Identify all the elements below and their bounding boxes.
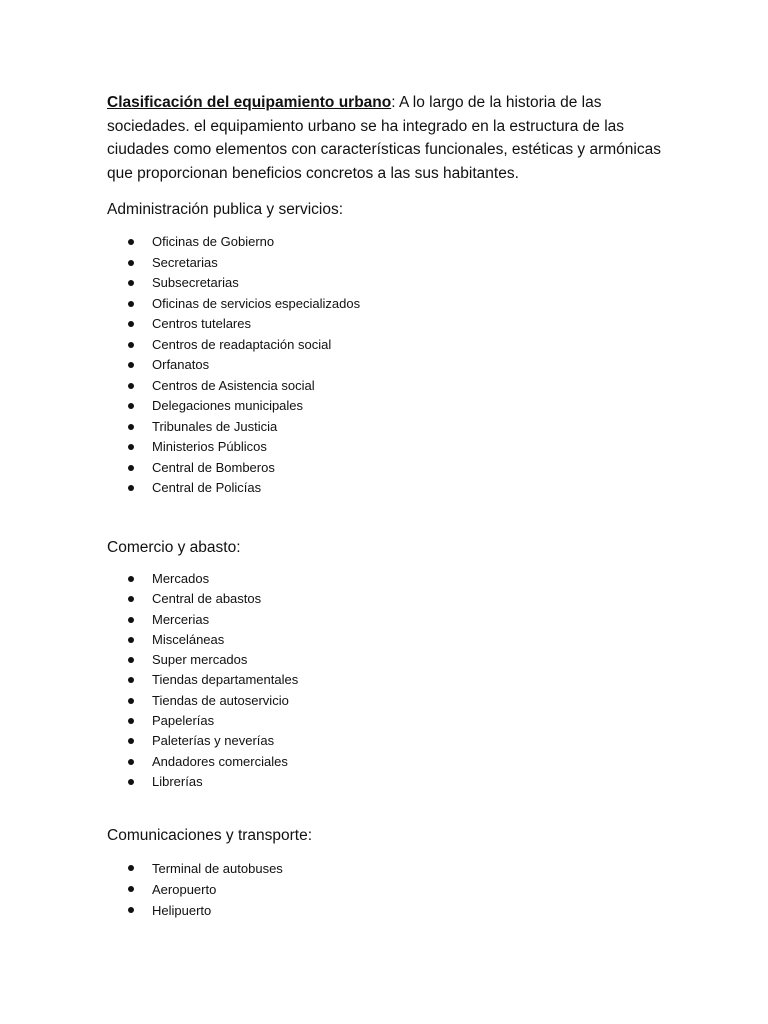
bullet-icon [128,342,134,348]
bullet-icon [128,239,134,245]
list-item-label: Centros de readaptación social [152,336,332,352]
list-item [107,670,298,690]
list-item [107,610,298,630]
intro-text: A lo largo de la historia de las sociedades. el equipamiento urbano se ha integrado en la estructura de las ciudades como elementos con características funcionales, estéticas y armónicas que proporcionan beneficios concretos a las sus habitantes. [107,94,661,182]
list-item [107,355,360,376]
list-item-label: Centros de Asistencia social [152,377,315,393]
bullet-icon [128,886,134,892]
list-item [107,437,360,458]
list-item [107,691,298,711]
bullet-icon [128,424,134,430]
list-item [107,752,298,772]
bullet-icon [128,738,134,744]
document-title: Clasificación del equipamiento urbano [107,94,392,111]
title-separator: : [391,94,396,111]
bullet-icon [128,779,134,785]
list-item-label: Tiendas departamentales [152,672,299,688]
list-item [107,711,298,731]
list-comunicaciones [107,858,283,921]
list-item [107,650,298,670]
bullet-icon [128,403,134,409]
list-item-label: Andadores comerciales [152,753,288,769]
list-item-label: Aeropuerto [152,882,217,897]
list-item [107,273,360,294]
list-item [107,478,360,499]
list-item [107,458,360,479]
bullet-icon [128,362,134,368]
list-item [107,294,360,315]
list-item [107,589,298,609]
bullet-icon [128,576,134,582]
list-item-label: Super mercados [152,652,248,668]
list-item [107,314,360,335]
bullet-icon [128,260,134,266]
list-item [107,396,360,417]
bullet-icon [128,677,134,683]
list-item [107,376,360,397]
list-item [107,772,298,792]
bullet-icon [128,280,134,286]
list-item-label: Orfanatos [152,357,210,372]
bullet-icon [128,465,134,471]
list-item-label: Misceláneas [152,631,225,647]
list-item-label: Oficinas de Gobierno [152,234,275,249]
list-item [107,630,298,650]
list-item-label: Subsecretarias [152,275,239,290]
list-item [107,900,283,921]
list-item-label: Secretarias [152,254,218,270]
list-item-label: Centros tutelares [152,316,251,331]
list-item-label: Oficinas de servicios especializados [152,295,361,311]
section-heading-comercio: Comercio y abasto: [107,539,241,556]
list-item-label: Mercerias [152,611,210,627]
list-item-label: Librerías [152,773,203,789]
intro-paragraph [107,91,667,185]
bullet-icon [128,907,134,913]
bullet-icon [128,485,134,491]
bullet-icon [128,718,134,724]
list-item [107,253,360,274]
bullet-icon [128,657,134,663]
list-item-label: Central de Bomberos [152,459,275,475]
list-item [107,879,283,900]
list-item [107,731,298,751]
list-item-label: Central de Policías [152,480,262,495]
list-comercio [107,569,298,792]
list-item-label: Paleterías y neverías [152,733,275,749]
list-item [107,335,360,356]
list-item-label: Delegaciones municipales [152,398,304,413]
bullet-icon [128,301,134,307]
bullet-icon [128,596,134,602]
bullet-icon [128,698,134,704]
list-item [107,232,360,253]
list-item-label: Tribunales de Justicia [152,418,278,434]
list-item-label: Terminal de autobuses [152,861,283,876]
bullet-icon [128,759,134,765]
bullet-icon [128,637,134,643]
list-item-label: Ministerios Públicos [152,439,267,454]
list-item [107,417,360,438]
list-administracion [107,232,360,499]
list-item-label: Helipuerto [152,903,212,918]
bullet-icon [128,617,134,623]
list-item-label: Mercados [152,571,210,586]
list-item-label: Tiendas de autoservicio [152,692,289,708]
section-heading-administracion: Administración publica y servicios: [107,201,344,218]
bullet-icon [128,865,134,871]
list-item-label: Papelerías [152,713,215,729]
list-item-label: Central de abastos [152,591,262,607]
list-item [107,569,298,589]
bullet-icon [128,444,134,450]
bullet-icon [128,383,134,389]
section-heading-comunicaciones: Comunicaciones y transporte: [107,827,313,844]
list-item [107,858,283,879]
bullet-icon [128,321,134,327]
